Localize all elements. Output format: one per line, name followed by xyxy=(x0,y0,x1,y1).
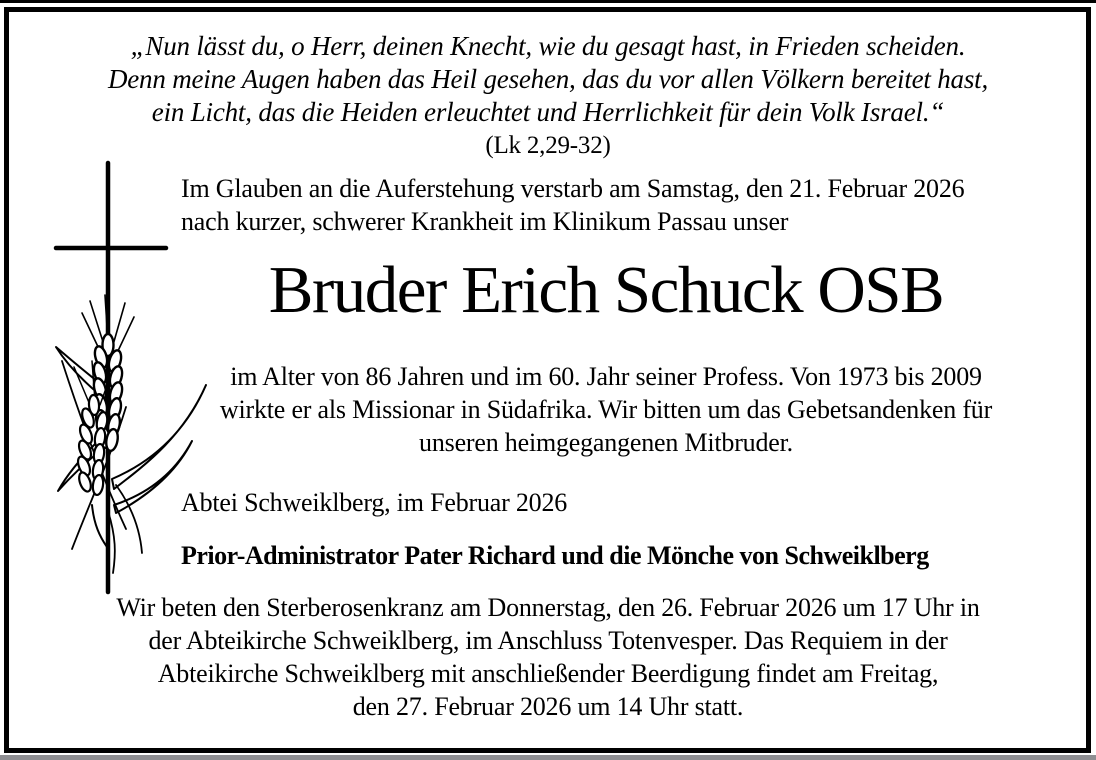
scripture-quote xyxy=(20,30,1076,162)
intro-line: nach kurzer, schwerer Krankheit im Klinikum Passau unser xyxy=(181,207,789,236)
scripture-quote-line: Denn meine Augen haben das Heil gesehen, das du vor allen Völkern bereitet hast, xyxy=(107,64,989,94)
scripture-quote-line: „Nun lässt du, o Herr, deinen Knecht, wie du gesagt hast, in Frieden scheiden. xyxy=(130,31,966,61)
bottom-edge-strip xyxy=(0,755,1096,760)
mourners-line xyxy=(181,539,1061,572)
services-line: Wir beten den Sterberosenkranz am Donnerstag, den 26. Februar 2026 um 17 Uhr in xyxy=(116,593,980,622)
life-summary-line: wirkte er als Missionar in Südafrika. Wir bitten um das Gebetsandenken für xyxy=(219,395,993,424)
scripture-quote-line: ein Licht, das die Heiden erleuchtet und Herrlichkeit für dein Volk Israel.“ xyxy=(151,97,945,127)
intro-line: Im Glauben an die Auferstehung verstarb am Samstag, den 21. Februar 2026 xyxy=(181,174,965,203)
services-line: den 27. Februar 2026 um 14 Uhr statt. xyxy=(352,692,744,721)
top-edge-rule xyxy=(0,0,1096,3)
deceased-name: Bruder Erich Schuck OSB xyxy=(268,253,944,327)
mourners-text: Prior-Administrator Pater Richard und die Mönche von Schweiklberg xyxy=(181,541,929,570)
services-line: Abteikirche Schweiklberg mit anschließender Beerdigung findet am Freitag, xyxy=(157,659,939,688)
life-summary-paragraph xyxy=(181,360,1031,459)
life-summary-line: im Alter von 86 Jahren und im 60. Jahr seiner Profess. Von 1973 bis 2009 xyxy=(230,362,982,391)
services-paragraph xyxy=(20,591,1076,723)
life-summary-line: unseren heimgegangenen Mitbruder. xyxy=(419,428,793,457)
services-line: der Abteikirche Schweiklberg, im Anschluss Totenvesper. Das Requiem in der xyxy=(148,626,948,655)
dateline xyxy=(181,486,1041,519)
intro-paragraph xyxy=(181,172,1041,238)
scripture-reference: (Lk 2,29-32) xyxy=(485,132,611,159)
dateline-text: Abtei Schweiklberg, im Februar 2026 xyxy=(181,488,568,517)
